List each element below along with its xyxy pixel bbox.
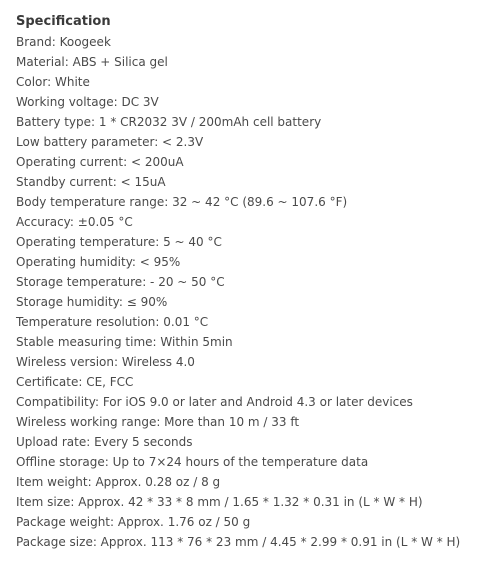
spec-operating-humidity: Operating humidity: < 95% (16, 255, 181, 269)
spec-low-battery-parameter: Low battery parameter: < 2.3V (16, 135, 204, 149)
spec-operating-temperature: Operating temperature: 5 ~ 40 °C (16, 235, 222, 249)
spec-brand: Brand: Koogeek (16, 35, 111, 49)
specification-title: Specification (16, 14, 111, 29)
spec-standby-current: Standby current: < 15uA (16, 175, 166, 189)
spec-battery-type: Battery type: 1 * CR2032 3V / 200mAh cell battery (16, 115, 322, 129)
specification-list (16, 32, 482, 552)
spec-temperature-resolution: Temperature resolution: 0.01 °C (16, 315, 209, 329)
spec-certificate: Certificate: CE, FCC (16, 375, 134, 389)
spec-body-temperature-range: Body temperature range: 32 ~ 42 °C (89.6 ~ 107.6 °F) (16, 195, 348, 209)
spec-material: Material: ABS + Silica gel (16, 55, 168, 69)
spec-package-weight: Package weight: Approx. 1.76 oz / 50 g (16, 515, 251, 529)
spec-storage-temperature: Storage temperature: - 20 ~ 50 °C (16, 275, 225, 289)
spec-package-size: Package size: Approx. 113 * 76 * 23 mm / 4.45 * 2.99 * 0.91 in (L * W * H) (16, 535, 461, 549)
spec-operating-current: Operating current: < 200uA (16, 155, 184, 169)
specification-section (16, 12, 482, 552)
spec-wireless-working-range: Wireless working range: More than 10 m / 33 ft (16, 415, 300, 429)
spec-storage-humidity: Storage humidity: ≤ 90% (16, 295, 168, 309)
spec-accuracy: Accuracy: ±0.05 °C (16, 215, 133, 229)
spec-color: Color: White (16, 75, 90, 89)
spec-wireless-version: Wireless version: Wireless 4.0 (16, 355, 195, 369)
spec-stable-measuring-time: Stable measuring time: Within 5min (16, 335, 233, 349)
spec-offline-storage: Offline storage: Up to 7×24 hours of the temperature data (16, 455, 369, 469)
spec-item-size: Item size: Approx. 42 * 33 * 8 mm / 1.65 * 1.32 * 0.31 in (L * W * H) (16, 495, 423, 509)
spec-item-weight: Item weight: Approx. 0.28 oz / 8 g (16, 475, 221, 489)
spec-upload-rate: Upload rate: Every 5 seconds (16, 435, 193, 449)
spec-working-voltage: Working voltage: DC 3V (16, 95, 159, 109)
spec-compatibility: Compatibility: For iOS 9.0 or later and Android 4.3 or later devices (16, 395, 413, 409)
